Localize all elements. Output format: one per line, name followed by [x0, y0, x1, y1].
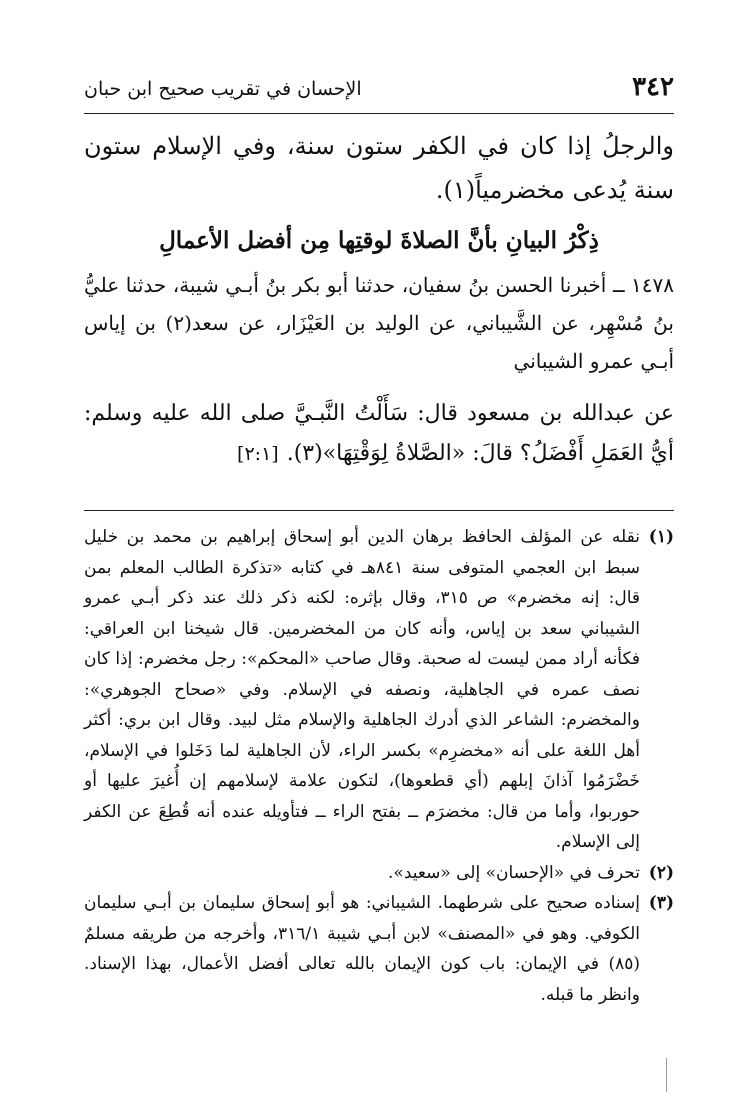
footnote-divider: [84, 510, 674, 511]
footnote-2: [84, 858, 674, 889]
footnote-1: [84, 522, 674, 858]
footnote-text: إسناده صحيح على شرطهما. الشيباني: هو أبو إسحاق سليمان بن أبـي سليمان الكوفي. وهو في «المصنف» لابن أبـي شيبة ٣١٦/١، وأخرجه من طريقه مسلمٌ (٨٥) في الإيمان: باب كون الإيمان بالله تعالى أفضل الأعمال، بهذا الإسناد. وانظر ما قبله.: [84, 893, 640, 1005]
page-number: ٣٤٢: [632, 72, 674, 102]
hadith-matn: [84, 394, 674, 474]
running-header: [84, 70, 674, 104]
footnote-text: نقله عن المؤلف الحافظ برهان الدين أبو إسحاق إبراهيم بن محمد بن خليل سبط ابن العجمي المتوفى سنة ٨٤١هـ في كتابه «تذكرة الطالب المعلم بمن قال: إنه مخضرم» ص ٣١٥، وقال بإثره: لكنه ذكر ذلك عند ذكر أبـي عمرو الشيباني سعد بن إياس، وأنه كان من المخضرمين. قال شيخنا ابن العراقي: فكأنه أراد ممن ليست له صحبة. وقال صاحب «المحكم»: رجل مخضرم: إذا كان نصف عمره في الجاهلية، ونصفه في الإسلام. وفي «صحاح الجوهري»: والمخضرم: الشاعر الذي أدرك الجاهلية والإسلام مثل لبيد. وقال ابن بري: أكثر أهل اللغة على أنه «مخضرِم» بكسر الراء، لأن الجاهلية لما دَخَلوا في الإسلام، خَضْرَمُوا آذانَ إبلهم (أي قطعوها)، لتكون علامة لإسلامهم إن أُغيرَ عليها أو حوربوا، وأما من قال: مخضرَم ــ بفتح الراء ــ فتأويله عنده أنه قُطِعَ عن الكفر إلى الإسلام.: [84, 527, 641, 852]
footnote-3: [84, 888, 674, 1010]
hadith-matn-text: عن عبدالله بن مسعود قال: سَأَلْتُ النَّبـيَّ صلى الله عليه وسلم: أيُّ العَمَلِ أَفْضَلُ؟ قالَ: «الصَّلاةُ لِوَقْتِهَا»(٣).: [84, 401, 674, 466]
footnote-number: (٢): [648, 862, 674, 883]
footnote-number: (١): [648, 527, 674, 547]
section-heading: ذِكْرُ البيانِ بأنَّ الصلاةَ لوقتِها مِن أفضل الأعمالِ: [159, 227, 599, 254]
hadith-reference: [٢:١]: [237, 443, 279, 465]
header-rule: [84, 113, 674, 114]
hadith-isnad: ١٤٧٨ ــ أخبرنا الحسن بنُ سفيان، حدثنا أبو بكر بنُ أبـي شيبة، حدثنا عليُّ بنُ مُسْهِر، عن الشَّيباني، عن الوليد بن العَيْزَار، عن سعد(٢) بن إياس أبـي عمرو الشيباني: [84, 273, 674, 373]
footnote-number: (٣): [648, 893, 674, 913]
footnote-text: تحرف في «الإحسان» إلى «سعيد».: [388, 862, 640, 883]
main-text: [84, 124, 674, 474]
intro-paragraph: والرجلُ إذا كان في الكفر ستون سنة، وفي الإسلام ستون سنة يُدعى مخضرمياً(١).: [84, 132, 674, 204]
footnotes: [84, 522, 674, 1010]
scan-margin-mark: [666, 1058, 667, 1092]
running-title: الإحسان في تقريب صحيح ابن حبان: [84, 78, 362, 100]
